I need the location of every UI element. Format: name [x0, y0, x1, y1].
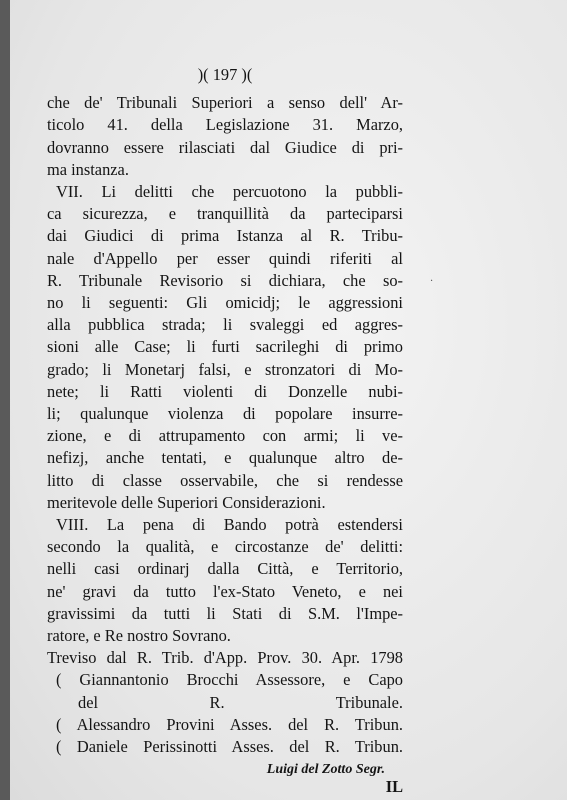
text-line: Treviso dal R. Trib. d'App. Prov. 30. Apr. 1798	[47, 648, 403, 668]
text-line: ( Giannantonio Brocchi Assessore, e Capo	[56, 670, 403, 690]
text-line: VIII. La pena di Bando potrà estendersi	[56, 515, 403, 535]
text-line: ca sicurezza, e tranquillità da parteciparsi	[47, 204, 403, 224]
text-line: ( Daniele Perissinotti Asses. del R. Tribun.	[56, 737, 403, 757]
text-line: alla pubblica strada; li svaleggi ed aggres-	[47, 315, 403, 335]
text-line: nelli casi ordinarj dalla Città, e Territorio,	[47, 559, 403, 579]
text-line: li; qualunque violenza di popolare insurre-	[47, 404, 403, 424]
text-line: ratore, e Re nostro Sovrano.	[47, 626, 231, 646]
body-lines	[47, 92, 403, 758]
text-line: che de' Tribunali Superiori a senso dell' Ar-	[47, 93, 403, 113]
text-line: ticolo 41. della Legislazione 31. Marzo,	[47, 115, 403, 135]
text-line: gravissimi da tutti li Stati di S.M. l'Impe-	[47, 603, 403, 623]
text-line: nete; li Ratti violenti di Donzelle nubi-	[47, 381, 403, 401]
text-line: litto di classe osservabile, che si rendesse	[47, 470, 403, 490]
secretary-signature: Luigi del Zotto Segr.	[266, 762, 385, 778]
text-line: ne' gravi da tutto l'ex-Stato Veneto, e nei	[47, 581, 403, 601]
text-line: ( Alessandro Provini Asses. del R. Tribun.	[56, 714, 403, 734]
text-line: zione, e di attrupamento con armi; li ve-	[47, 426, 403, 446]
book-page	[10, 0, 567, 800]
ink-speck: ·	[430, 276, 434, 287]
text-line: del R. Tribunale.	[78, 692, 403, 712]
text-line: grado; li Monetarj falsi, e stronzatori di Mo-	[47, 359, 403, 379]
text-line: ma instanza.	[47, 159, 129, 179]
text-line: nefizj, anche tentati, e qualunque altro de-	[47, 448, 403, 468]
text-line: sioni alle Case; li furti sacrileghi di primo	[47, 337, 403, 357]
text-line: secondo la qualità, e circostanze de' delitti:	[47, 537, 403, 557]
text-line: R. Tribunale Revisorio si dichiara, che so-	[47, 270, 403, 290]
page-number: )( 197 )(	[197, 65, 253, 84]
text-line: dovranno essere rilasciati dal Giudice di pri-	[47, 137, 403, 157]
page-text	[47, 64, 403, 798]
catchword: IL	[385, 776, 403, 796]
text-line: VII. Li delitti che percuotono la pubbli-	[56, 182, 403, 202]
text-line: no li seguenti: Gli omicidj; le aggressioni	[47, 293, 403, 313]
text-line: dai Giudici di prima Istanza al R. Tribu-	[47, 226, 403, 246]
text-line: nale d'Appello per esser quindi riferiti al	[47, 248, 403, 268]
text-line: meritevole delle Superiori Considerazioni.	[47, 492, 326, 512]
